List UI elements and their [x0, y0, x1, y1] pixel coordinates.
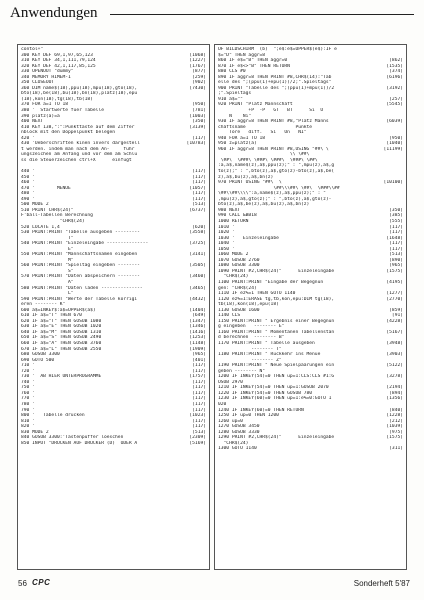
- checksum: [2770]: [386, 296, 403, 302]
- code-text: 1160 PRINT:PRINT " Momentanen Tabellenstan: [218, 329, 335, 335]
- checksum: [902]: [192, 80, 206, 86]
- code-text: 610 IF a$="T" THEN 670: [21, 313, 82, 319]
- code-text: bto(18),be(18),bu(18),bn(18),platz(18),epu: [21, 91, 138, 97]
- code-text: :a,a$,name$(z),a$,ppu(z);" : ",mpu(z),a$,g: [218, 163, 335, 169]
- checksum: [10100]: [383, 180, 403, 186]
- checksum: [117]: [192, 390, 206, 396]
- listing-right-column: [214, 44, 407, 570]
- code-text: 340 MEMORY HIMEM-1: [21, 74, 71, 80]
- magazine-logo: CPC: [32, 578, 51, 587]
- code-text: 1300 GOTO 1140: [218, 446, 257, 452]
- checksum: [4228]: [386, 318, 403, 324]
- checksum: [1648]: [386, 235, 403, 241]
- checksum: [3558]: [189, 230, 206, 236]
- checksum: [117]: [192, 418, 206, 424]
- code-text: 1270 GOSUB 3450: [218, 424, 260, 430]
- code-text: nblock mit den Doppelpunkt belegen: [21, 130, 116, 136]
- checksum: [117]: [192, 363, 206, 369]
- code-text: z),a$,bu(z),a$,bn(z): [218, 174, 274, 180]
- checksum: [1039]: [386, 424, 403, 430]
- checksum: [401]: [192, 357, 206, 363]
- code-text: (18),kon(18),tg(18),tb(18): [21, 96, 93, 102]
- code-text: 820 ': [21, 424, 35, 430]
- code-text: 1250 IF up=0 THEN 1200: [218, 413, 279, 419]
- code-text: 720 ': [21, 368, 35, 374]
- checksum: [1575]: [386, 268, 403, 274]
- code-text: 410 KEY 138,":":Punkttaste auf dem Ziffer: [21, 124, 135, 130]
- code-text: 540 PRINT:PRINT "Einzeleingabe ---------------: [21, 241, 149, 247]
- checksum: [1356]: [386, 396, 403, 402]
- checksum: [1404]: [189, 307, 206, 313]
- code-text: 790 ': [21, 407, 35, 413]
- code-text: \##\ \###\ \###\ \###\ \###\ \##\: [218, 157, 318, 163]
- checksum: [2194]: [386, 385, 403, 391]
- code-text: 1040 ': [218, 241, 235, 247]
- code-text: 710 ': [21, 363, 35, 369]
- code-text: 1090 PRINT #2,CHR$(24)" Einzeleingabe: [218, 268, 335, 274]
- code-text: 550 PRINT:PRINT "Mannschaftsnamen eingeben: [21, 252, 138, 258]
- code-text: 310 KEY DEF 34,1,111,79,124: [21, 58, 96, 64]
- checksum: [117]: [389, 224, 403, 230]
- checksum: [1277]: [386, 291, 403, 297]
- checksum: [3192]: [386, 85, 403, 91]
- checksum: [117]: [192, 396, 206, 402]
- checksum: [6196]: [386, 74, 403, 80]
- page-header: [10, 4, 414, 24]
- checksum: [3903]: [386, 352, 403, 358]
- code-text: UF BILDSCHIRM (b) ";e$:e$=UPPER$(e$):IF e: [218, 47, 337, 52]
- checksum: [5122]: [386, 363, 403, 369]
- code-text: "CHR$(24): [218, 274, 249, 280]
- code-text: 1220 IF INKEY(54)=0 THEN GOSUB 780: [218, 390, 313, 396]
- code-text: 860 IF e$="B" THEN aggr=0: [218, 58, 288, 64]
- header-rule: [110, 14, 414, 15]
- checksum: [965]: [389, 263, 403, 269]
- checksum: [965]: [192, 352, 206, 358]
- checksum: [1346]: [189, 324, 206, 330]
- code-text: 920 PRINT "Platz Mannschaft: [218, 102, 293, 108]
- checksum: [862]: [389, 58, 403, 64]
- code-text: 320 KEY DEF 42,1,117,85,125: [21, 63, 96, 69]
- code-text: Tore diff. Si Un NI": [218, 130, 307, 136]
- checksum: [10783]: [186, 141, 206, 147]
- code-text: t werden. indem man nach dem An- fuhr: [21, 146, 135, 152]
- code-text: 960 IF aggr=8 THEN PRINT #8,USING "##\ \: [218, 146, 329, 152]
- code-text: 390 platz(a)=a: [21, 113, 60, 119]
- code-text: 690 GOTO 500: [21, 357, 55, 363]
- code-text: 500 MODE 2: [21, 202, 49, 208]
- checksum: [859]: [389, 307, 403, 313]
- checksum: [1040]: [386, 141, 403, 147]
- code-text: 680 GOSUB 3300: [21, 352, 60, 358]
- issue-label: Sonderheft 5'87: [353, 579, 410, 588]
- code-text: 440 ': [21, 169, 35, 175]
- code-text: 450 ': [21, 174, 35, 180]
- code-text: L": [21, 291, 74, 297]
- code-text: 910 a$="": [218, 96, 243, 102]
- checksum: [117]: [192, 379, 206, 385]
- checksum: [3948]: [386, 340, 403, 346]
- checksum: [513]: [192, 202, 206, 208]
- page-footer: [10, 577, 414, 591]
- checksum: [4195]: [386, 279, 403, 285]
- checksum: [950]: [389, 135, 403, 141]
- checksum: [117]: [192, 407, 206, 413]
- checksum: [1227]: [189, 58, 206, 64]
- checksum: [117]: [192, 368, 206, 374]
- checksum: [1416]: [189, 329, 206, 335]
- checksum: [117]: [389, 230, 403, 236]
- code-text: ,mpu(z),a$,gto(z);" : ",bto(z),a$,gto(z)-: [218, 196, 332, 202]
- code-text: ;".Spieltags: [218, 91, 252, 97]
- section-title: Anwendungen: [10, 5, 98, 21]
- checksum: [5169]: [189, 440, 206, 446]
- code-text: 1120 ez%=1:ERASE tg,tb,kon,epu:DIM tg(18),: [218, 296, 335, 302]
- checksum: [117]: [192, 402, 206, 407]
- code-text: 830 MODE 2: [21, 429, 49, 435]
- code-text: 570 PRINT:PRINT "Daten abspeichern --------: [21, 274, 140, 280]
- code-text: 1150 PRINT:PRINT " Ergebnis einer Begegnun: [218, 318, 335, 324]
- code-text: 600 a$=INKEY$:a$=UPPER$(a$): [21, 307, 96, 313]
- code-text: 1030 ' Einzeleingabe: [218, 235, 279, 241]
- checksum: [350]: [389, 207, 403, 213]
- checksum: [3505]: [189, 263, 206, 269]
- code-text: \##\\##\\\\":a,name$(z),a$,ppu(z);" : ": [218, 191, 326, 197]
- code-text: 930 IF aggr=8 THEN PRINT #8,"Platz Manns: [218, 119, 329, 125]
- checksum: [877]: [192, 69, 206, 75]
- code-text: bto(z),a$,be(z),a$,bu(z),a$,bn(z): [218, 202, 310, 208]
- code-text: 900 PRINT "Tabelle des ";(ppu(1)+mpu(1))/2: [218, 85, 335, 91]
- code-text: 1070 GOSUB 2760: [218, 257, 260, 263]
- code-text: 370 FOR a=1 TO 18: [21, 102, 69, 108]
- checksum: [117]: [389, 246, 403, 252]
- code-text: 810 ': [21, 418, 35, 424]
- code-text: -------- Z": [218, 357, 282, 363]
- code-text: 1210 IF INKEY(54)=0 THEN up=1:GOSUB 2070: [218, 385, 329, 391]
- code-text: tb(18),kon(18),epu(18): [218, 302, 279, 308]
- checksum: [5167]: [386, 329, 403, 335]
- code-text: 400 NEXT: [21, 119, 44, 125]
- code-text: 520 LOCATE 1,4: [21, 224, 60, 230]
- code-text: 1080 GOSUB 3300: [218, 263, 260, 269]
- checksum: [257]: [389, 96, 403, 102]
- code-text: 850 INPUT "DRUCKEN AUF DRUCKER (D) ODER A: [21, 440, 138, 446]
- checksum: [117]: [192, 191, 206, 197]
- code-text: elle des ";(ppu(1)+epu(1))/2;".Spieltags": [218, 80, 332, 86]
- code-text: "CHR$(24): [21, 218, 85, 224]
- code-text: 480 ': [21, 191, 35, 197]
- checksum: [117]: [192, 385, 206, 391]
- code-text: 840 GOSUB 3300:'Tastenpuffer loeschen: [21, 435, 124, 441]
- code-text: chaftsname Punkte: [218, 124, 313, 130]
- code-text: 1170 PRINT:PRINT " Tabelle ausgeben: [218, 340, 315, 346]
- code-text: d berechnen -------- B": [218, 335, 285, 341]
- listing-left-column: [17, 44, 210, 570]
- code-text: 990 CALL &BB18: [218, 213, 257, 219]
- code-line: [21, 441, 206, 447]
- code-text: 360 DIM name$(18),ppu(18),mpu(18),gto(18),: [21, 85, 138, 91]
- code-line: [218, 446, 403, 452]
- code-text: 1050 ': [218, 246, 235, 252]
- checksum: [649]: [192, 313, 206, 319]
- code-text: 940 FOR a=1 TO 18: [218, 135, 266, 141]
- code-text: 1130 GOSUB 1600: [218, 307, 260, 313]
- checksum: [3139]: [189, 124, 206, 130]
- checksum: [1057]: [189, 185, 206, 191]
- code-text: A": [21, 279, 74, 285]
- checksum: [1909]: [189, 346, 206, 352]
- code-text: 750 ': [21, 385, 35, 391]
- code-text: 880 CLS #0: [218, 69, 246, 75]
- code-text: 420 ': [21, 135, 35, 141]
- code-text: 970 PRINT USING "##\ \: [218, 180, 282, 186]
- code-text: 1290 PRINT #2,CHR$(24)" Einzeleingabe: [218, 435, 335, 441]
- code-text: 380 ' Startwerte fuer Tabelle: [21, 108, 104, 114]
- code-text: 510 PRINT CHR$(24)": [21, 207, 74, 213]
- checksum: [350]: [192, 119, 206, 125]
- checksum: [385]: [389, 213, 403, 219]
- code-text: g eingeben -------- E": [218, 324, 285, 330]
- checksum: [4432]: [189, 296, 206, 302]
- checksum: [513]: [389, 252, 403, 258]
- checksum: [3465]: [189, 285, 206, 291]
- checksum: [374]: [389, 69, 403, 75]
- code-text: $="D" THEN aggr=8: [218, 52, 266, 58]
- checksum: [620]: [192, 224, 206, 230]
- code-text: OSUB 2970: [218, 379, 243, 385]
- checksum: [513]: [192, 429, 206, 435]
- code-text: S": [21, 268, 74, 274]
- code-text: 620 IF a$="T" THEN GOSUB 1080: [21, 318, 102, 324]
- code-text: 650 IF a$="S" THEN GOSUB 2490: [21, 335, 102, 341]
- code-text: 1100 PRINT:PRINT "Eingabe der Begegnun: [218, 279, 324, 285]
- checksum: [3725]: [189, 241, 206, 247]
- checksum: [6039]: [386, 119, 403, 125]
- code-text: 1230 IF INKEY(60)=0 THEN up=1:e%=0:GOTO 1: [218, 396, 332, 402]
- code-text: \\ \##\: [218, 152, 310, 158]
- code-text: 1260 up=0: [218, 418, 243, 424]
- code-text: 560 PRINT:PRINT "Spieltag eingeben --------: [21, 263, 140, 269]
- checksum: [1767]: [189, 63, 206, 69]
- code-text: E": [21, 246, 74, 252]
- code-text: 350 CLOSEOUT: [21, 80, 55, 86]
- code-text: ss die Steuerzeichen ctrl+X einfügt: [21, 157, 132, 163]
- code-text: 1000 RETURN: [218, 218, 249, 224]
- code-text: 800 ' Tabelle drucken: [21, 413, 85, 419]
- code-text: geben -------- N": [218, 368, 266, 374]
- code-text: 470 ' MENUE: [21, 185, 71, 191]
- code-text: 730 ' AB HIER UNTERPROGRAMME: [21, 374, 102, 380]
- checksum: [950]: [192, 102, 206, 108]
- checksum: [3141]: [189, 252, 206, 258]
- code-text: 1240 IF INKEY(60)=0 THEN RETURN: [218, 407, 304, 413]
- code-text: 490 ': [21, 196, 35, 202]
- code-text: 1010 ': [218, 224, 235, 230]
- code-text: 300 KEY DEF 69,1,97,65,123: [21, 52, 93, 58]
- code-text: T": [21, 235, 74, 241]
- checksum: [11199]: [383, 146, 403, 152]
- code-text: 1190 PRINT:PRINT " Neue Spielpaarungen ein: [218, 363, 335, 369]
- code-text: 890 IF aggr=8 THEN PRINT #8,CHR$(14):"Tab: [218, 74, 332, 80]
- code-text: 630 IF a$="E" THEN GOSUB 1020: [21, 324, 102, 330]
- code-text: "CHR$(24): [218, 440, 249, 446]
- checksum: [1003]: [189, 113, 206, 119]
- code-text: +P -P GT BT Si U: [218, 108, 324, 114]
- code-text: 980 NEXT: [218, 207, 241, 213]
- code-text: 660 IF a$="A" THEN GOSUB 3760: [21, 340, 102, 346]
- checksum: [2309]: [189, 435, 206, 441]
- code-text: 590 PRINT:PRINT "Werte der Tabelle korrigi: [21, 296, 138, 302]
- checksum: [894]: [389, 390, 403, 396]
- checksum: [781]: [192, 108, 206, 114]
- code-text: 870 IF e$<>"B" THEN RETURN: [218, 63, 290, 69]
- checksum: [117]: [192, 196, 206, 202]
- code-text: F'ball-Tabellen Berechnung: [21, 213, 93, 219]
- checksum: [117]: [389, 241, 403, 247]
- code-text: -------- T": [218, 346, 282, 352]
- checksum: [1068]: [189, 52, 206, 58]
- checksum: [1228]: [386, 413, 403, 419]
- code-text: 670 IF a$="L" THEN GOSUB 2550: [21, 346, 102, 352]
- checksum: [212]: [389, 418, 403, 424]
- checksum: [117]: [192, 424, 206, 430]
- checksum: [3278]: [386, 374, 403, 380]
- checksum: [7430]: [189, 85, 206, 91]
- checksum: [117]: [192, 135, 206, 141]
- code-text: 770 ': [21, 396, 35, 402]
- checksum: [3460]: [189, 274, 206, 280]
- code-text: 020: [218, 402, 227, 407]
- checksum: [311]: [389, 446, 403, 452]
- checksum: [117]: [192, 180, 206, 186]
- code-text: ungszeichen am Anfang und vor dem am Schlu: [21, 152, 138, 158]
- page-number: 56: [18, 579, 27, 588]
- code-text: 1020 ': [218, 230, 235, 236]
- code-text: gen: "CHR$(24): [218, 285, 257, 291]
- code-text: 460 ': [21, 180, 35, 186]
- code-text: contol+": [21, 47, 44, 52]
- checksum: [840]: [389, 407, 403, 413]
- code-text: 1110 IF ez%=1 THEN GOTO 1140: [218, 291, 296, 297]
- code-text: 1180 PRINT:PRINT " Rückkehr ins Menue: [218, 352, 321, 358]
- code-text: 430 'Ueberschriften kinen invers dargestell: [21, 141, 140, 147]
- checksum: [91]: [391, 313, 403, 319]
- code-text: 580 PRINT:PRINT "Daten laden ---------------: [21, 285, 143, 291]
- code-text: 1140 CLS: [218, 313, 241, 319]
- checksum: [1575]: [386, 435, 403, 441]
- checksum: [117]: [192, 169, 206, 175]
- checksum: [890]: [389, 257, 403, 263]
- checksum: [117]: [192, 174, 206, 180]
- checksum: [1253]: [189, 335, 206, 341]
- code-text: 740 ': [21, 379, 35, 385]
- code-text: 780 ': [21, 402, 35, 407]
- code-text: eren -------- K": [21, 302, 66, 308]
- checksum: [1535]: [386, 63, 403, 69]
- checksum: [5545]: [386, 102, 403, 108]
- code-text: 330 OPENOUT "dummy": [21, 69, 74, 75]
- checksum: [1023]: [189, 413, 206, 419]
- checksum: [259]: [192, 74, 206, 80]
- checksum: [555]: [389, 218, 403, 224]
- code-text: 1060 MODE 2: [218, 252, 249, 258]
- code-text: 640 IF a$="M" THEN GOSUB 1310: [21, 329, 102, 335]
- checksum: [1757]: [189, 374, 206, 380]
- code-text: 530 PRINT:PRINT "Tabelle ausgeben ---------: [21, 230, 143, 236]
- code-text: M": [21, 257, 74, 263]
- checksum: [1148]: [189, 340, 206, 346]
- code-text: N Ni": [218, 113, 252, 119]
- code-text: to(z);" : ",bto(z),a$,gto(z)-bto(z),a$,be(: [218, 169, 335, 175]
- code-text: 1200 IF INKEY(54)=0 THEN up=1:CLS:CLS #1:G: [218, 374, 335, 380]
- checksum: [6737]: [189, 207, 206, 213]
- checksum: [1347]: [189, 318, 206, 324]
- code-text: 950 z=platz(a): [218, 141, 257, 147]
- code-text: \##\\\##\ \##\ \###\\##: [218, 185, 340, 191]
- code-text: 1280 GOSUB 3330: [218, 429, 260, 435]
- code-text: 760 ': [21, 390, 35, 396]
- checksum: [975]: [389, 429, 403, 435]
